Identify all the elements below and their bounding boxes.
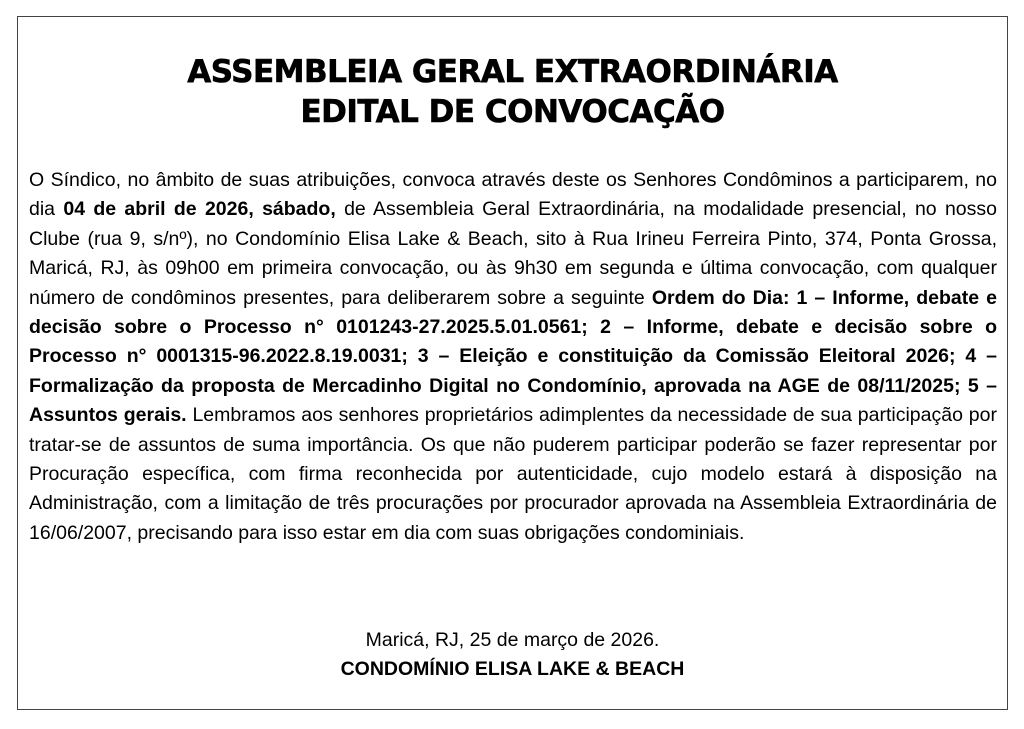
agenda-text: Ordem do Dia: 1 – Informe, debate e decisão sobre o Processo n° 0101243-27.2025.5.01.0561; 2 – Informe, debate e decisão sobre o Processo n° 0001315-96.2022.8.19.0031; 3 – Eleição e constituição da Comissão Eleitoral 2026; 4 – Formalização da proposta de Mercadinho Digital no Condomínio, aprovada na AGE de 08/11/2025; 5 – Assuntos gerais. <box>29 286 998 427</box>
notice-frame <box>17 16 1008 710</box>
body-location-text: de Assembleia Geral Extraordinária, na modalidade presencial, no nosso Clube (rua 9, s/nº), no Condomínio Elisa Lake & Beach, sito à Rua Irineu Ferreira Pinto, 374, Ponta Grossa, Maricá, RJ, às 09h00 em primeira convocação, ou às 9h30 em segunda e última convocação, com qualquer número de condôminos presentes, para deliberarem sobre a seguinte <box>29 198 997 309</box>
body-intro-text: O Síndico, no âmbito de suas atribuições, convoca através deste os Senhores Condôminos a participarem, no dia <box>29 169 997 221</box>
organization-name: CONDOMÍNIO ELISA LAKE & BEACH <box>340 658 685 680</box>
body-closing-text: Lembramos aos senhores proprietários adimplentes da necessidade de sua participação por tratar-se de assuntos de suma importância. Os que não puderem participar poderão se fazer representar por Procuração específica, com firma reconhecida por autenticidade, cujo modelo estará à disposição na Administração, com a limitação de três procurações por procurador aprovada na Assembleia Extraordinária de 16/06/2007, precisando para isso estar em dia com suas obrigações condominiais. <box>29 404 997 544</box>
place-date: Maricá, RJ, 25 de março de 2026. <box>365 629 660 651</box>
notice-body <box>29 166 997 548</box>
notice-subtitle: EDITAL DE CONVOCAÇÃO <box>300 94 725 130</box>
meeting-date-text: 04 de abril de 2026, sábado, <box>63 198 336 221</box>
notice-title: ASSEMBLEIA GERAL EXTRAORDINÁRIA <box>187 54 838 90</box>
